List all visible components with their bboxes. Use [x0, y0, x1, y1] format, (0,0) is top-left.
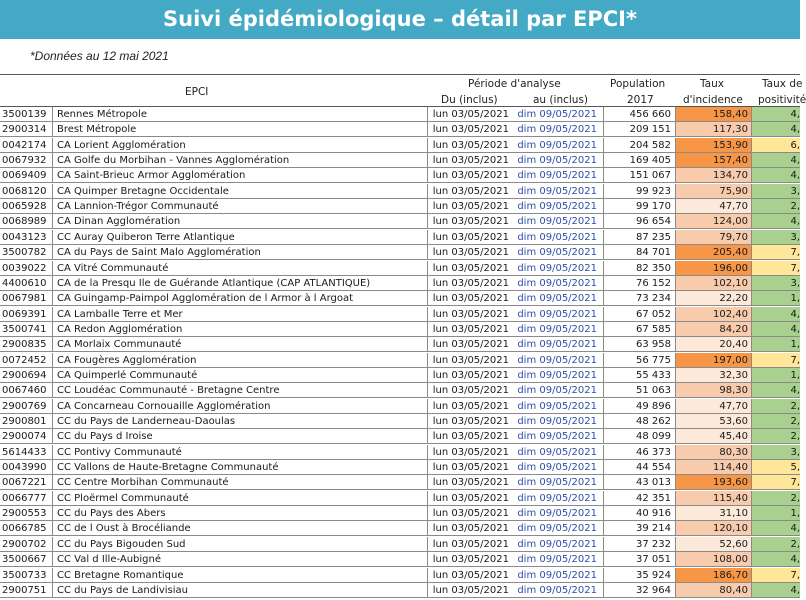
population-value: 151 067 — [604, 168, 676, 183]
population-value: 44 554 — [604, 460, 676, 475]
population-value: 96 654 — [604, 214, 676, 229]
incidence-rate: 115,40 — [676, 491, 752, 506]
period-start: lun 03/05/2021 — [427, 230, 515, 245]
incidence-rate: 22,20 — [676, 291, 752, 306]
period-start: lun 03/05/2021 — [427, 107, 515, 122]
epci-name: CC Vallons de Haute-Bretagne Communauté — [53, 460, 427, 475]
table-row — [0, 107, 800, 122]
epci-name: CA Redon Agglomération — [53, 322, 427, 337]
period-start: lun 03/05/2021 — [427, 168, 515, 183]
epci-code: 2900835 — [0, 337, 53, 352]
period-end: dim 09/05/2021 — [515, 399, 604, 414]
epci-name: CA Lamballe Terre et Mer — [53, 307, 427, 322]
epci-name: CA Morlaix Communauté — [53, 337, 427, 352]
positivity-rate: 4, — [752, 583, 800, 598]
epci-code: 2900694 — [0, 368, 53, 383]
incidence-rate: 45,40 — [676, 429, 752, 444]
incidence-rate: 158,40 — [676, 107, 752, 122]
epci-name: CC du Pays Bigouden Sud — [53, 537, 427, 552]
epci-code: 3500733 — [0, 568, 53, 583]
period-start: lun 03/05/2021 — [427, 537, 515, 552]
period-end: dim 09/05/2021 — [515, 138, 604, 153]
incidence-rate: 32,30 — [676, 368, 752, 383]
epci-code: 0043990 — [0, 460, 53, 475]
epci-code: 3500667 — [0, 552, 53, 567]
population-value: 209 151 — [604, 122, 676, 137]
period-start: lun 03/05/2021 — [427, 184, 515, 199]
period-end: dim 09/05/2021 — [515, 322, 604, 337]
positivity-rate: 4, — [752, 214, 800, 229]
table-row — [0, 537, 800, 552]
incidence-rate: 124,00 — [676, 214, 752, 229]
header-au: au (inclus) — [533, 94, 589, 106]
positivity-rate: 1, — [752, 337, 800, 352]
incidence-rate: 53,60 — [676, 414, 752, 429]
positivity-rate: 6, — [752, 138, 800, 153]
period-end: dim 09/05/2021 — [515, 383, 604, 398]
period-end: dim 09/05/2021 — [515, 568, 604, 583]
period-end: dim 09/05/2021 — [515, 307, 604, 322]
positivity-rate: 3, — [752, 184, 800, 199]
period-end: dim 09/05/2021 — [515, 199, 604, 214]
epci-code: 5614433 — [0, 445, 53, 460]
period-start: lun 03/05/2021 — [427, 383, 515, 398]
table-row — [0, 414, 800, 429]
header-incidence: d'incidence — [683, 94, 743, 106]
population-value: 87 235 — [604, 230, 676, 245]
epci-code: 0066785 — [0, 521, 53, 536]
population-value: 37 232 — [604, 537, 676, 552]
period-end: dim 09/05/2021 — [515, 261, 604, 276]
positivity-rate: 4, — [752, 552, 800, 567]
table-row — [0, 230, 800, 245]
table-row — [0, 491, 800, 506]
epci-name: CC du Pays de Landivisiau — [53, 583, 427, 598]
period-end: dim 09/05/2021 — [515, 214, 604, 229]
population-value: 40 916 — [604, 506, 676, 521]
period-start: lun 03/05/2021 — [427, 245, 515, 260]
incidence-rate: 102,40 — [676, 307, 752, 322]
epci-name: CC Loudéac Communauté - Bretagne Centre — [53, 383, 427, 398]
epci-code: 0069391 — [0, 307, 53, 322]
epci-code: 0042174 — [0, 138, 53, 153]
data-date-note: *Données au 12 mai 2021 — [30, 49, 169, 63]
epci-code: 3500139 — [0, 107, 53, 122]
epci-name: CA Golfe du Morbihan - Vannes Agglomération — [53, 153, 427, 168]
table-row — [0, 429, 800, 444]
period-start: lun 03/05/2021 — [427, 445, 515, 460]
incidence-rate: 31,10 — [676, 506, 752, 521]
header-epci: EPCI — [185, 86, 209, 98]
positivity-rate: 2, — [752, 399, 800, 414]
positivity-rate: 3, — [752, 276, 800, 291]
population-value: 49 896 — [604, 399, 676, 414]
incidence-rate: 197,00 — [676, 353, 752, 368]
incidence-rate: 120,10 — [676, 521, 752, 536]
population-value: 76 152 — [604, 276, 676, 291]
table-row — [0, 261, 800, 276]
epci-code: 2900769 — [0, 399, 53, 414]
table-row — [0, 153, 800, 168]
positivity-rate: 4, — [752, 521, 800, 536]
period-start: lun 03/05/2021 — [427, 307, 515, 322]
positivity-rate: 4, — [752, 307, 800, 322]
epci-code: 0039022 — [0, 261, 53, 276]
epci-code: 0067932 — [0, 153, 53, 168]
epci-name: CA de la Presqu Ile de Guérande Atlantique (CAP ATLANTIQUE) — [53, 276, 427, 291]
population-value: 99 923 — [604, 184, 676, 199]
period-start: lun 03/05/2021 — [427, 399, 515, 414]
table-row — [0, 322, 800, 337]
incidence-rate: 157,40 — [676, 153, 752, 168]
incidence-rate: 186,70 — [676, 568, 752, 583]
period-end: dim 09/05/2021 — [515, 276, 604, 291]
epci-name: CA Dinan Agglomération — [53, 214, 427, 229]
positivity-rate: 4, — [752, 168, 800, 183]
population-value: 99 170 — [604, 199, 676, 214]
table-row — [0, 307, 800, 322]
header-population: Population — [610, 78, 666, 90]
table-row — [0, 184, 800, 199]
period-start: lun 03/05/2021 — [427, 429, 515, 444]
positivity-rate: 5, — [752, 460, 800, 475]
incidence-rate: 114,40 — [676, 460, 752, 475]
population-value: 67 052 — [604, 307, 676, 322]
page-title: Suivi épidémiologique – détail par EPCI* — [163, 7, 637, 31]
incidence-rate: 196,00 — [676, 261, 752, 276]
incidence-rate: 108,00 — [676, 552, 752, 567]
population-value: 55 433 — [604, 368, 676, 383]
period-start: lun 03/05/2021 — [427, 138, 515, 153]
incidence-rate: 134,70 — [676, 168, 752, 183]
population-value: 37 051 — [604, 552, 676, 567]
table-row — [0, 552, 800, 567]
epci-name: CA Concarneau Cornouaille Agglomération — [53, 399, 427, 414]
period-start: lun 03/05/2021 — [427, 491, 515, 506]
period-end: dim 09/05/2021 — [515, 368, 604, 383]
positivity-rate: 2, — [752, 199, 800, 214]
period-start: lun 03/05/2021 — [427, 261, 515, 276]
incidence-rate: 80,40 — [676, 583, 752, 598]
population-value: 51 063 — [604, 383, 676, 398]
header-positivite: positivité — [758, 94, 806, 106]
incidence-rate: 75,90 — [676, 184, 752, 199]
epci-name: CA Fougères Agglomération — [53, 353, 427, 368]
period-start: lun 03/05/2021 — [427, 276, 515, 291]
period-end: dim 09/05/2021 — [515, 414, 604, 429]
period-end: dim 09/05/2021 — [515, 460, 604, 475]
epci-code: 0066777 — [0, 491, 53, 506]
epci-name: CC Centre Morbihan Communauté — [53, 475, 427, 490]
period-start: lun 03/05/2021 — [427, 460, 515, 475]
epci-name: CA Saint-Brieuc Armor Agglomération — [53, 168, 427, 183]
period-start: lun 03/05/2021 — [427, 368, 515, 383]
period-start: lun 03/05/2021 — [427, 552, 515, 567]
epci-name: CA Lannion-Trégor Communauté — [53, 199, 427, 214]
epci-code: 2900801 — [0, 414, 53, 429]
table-row — [0, 583, 800, 598]
incidence-rate: 52,60 — [676, 537, 752, 552]
table-row — [0, 337, 800, 352]
table-row — [0, 383, 800, 398]
table-row — [0, 506, 800, 521]
positivity-rate: 7, — [752, 261, 800, 276]
table-row — [0, 445, 800, 460]
table-row — [0, 291, 800, 306]
period-end: dim 09/05/2021 — [515, 153, 604, 168]
epci-code: 3500782 — [0, 245, 53, 260]
period-end: dim 09/05/2021 — [515, 245, 604, 260]
positivity-rate: 1, — [752, 291, 800, 306]
population-value: 63 958 — [604, 337, 676, 352]
period-end: dim 09/05/2021 — [515, 337, 604, 352]
epci-code: 0072452 — [0, 353, 53, 368]
epci-name: CA Lorient Agglomération — [53, 138, 427, 153]
table-row — [0, 368, 800, 383]
epci-name: CA Vitré Communauté — [53, 261, 427, 276]
title-banner — [0, 0, 800, 39]
incidence-rate: 79,70 — [676, 230, 752, 245]
table-row — [0, 214, 800, 229]
epci-code: 0067221 — [0, 475, 53, 490]
epci-code: 2900553 — [0, 506, 53, 521]
epci-code: 0065928 — [0, 199, 53, 214]
table-row — [0, 122, 800, 137]
table-row — [0, 521, 800, 536]
incidence-rate: 153,90 — [676, 138, 752, 153]
incidence-rate: 47,70 — [676, 199, 752, 214]
epci-code: 2900074 — [0, 429, 53, 444]
table-row — [0, 353, 800, 368]
table-row — [0, 199, 800, 214]
population-value: 169 405 — [604, 153, 676, 168]
period-end: dim 09/05/2021 — [515, 107, 604, 122]
header-periode: Période d'analyse — [468, 78, 561, 90]
table-row — [0, 138, 800, 153]
period-start: lun 03/05/2021 — [427, 583, 515, 598]
header-taux: Taux — [700, 78, 724, 90]
epci-name: CC Bretagne Romantique — [53, 568, 427, 583]
epci-code: 0068989 — [0, 214, 53, 229]
period-start: lun 03/05/2021 — [427, 568, 515, 583]
epci-name: CC Auray Quiberon Terre Atlantique — [53, 230, 427, 245]
positivity-rate: 2, — [752, 429, 800, 444]
period-start: lun 03/05/2021 — [427, 337, 515, 352]
header-du: Du (inclus) — [441, 94, 498, 106]
positivity-rate: 4, — [752, 153, 800, 168]
epci-code: 2900751 — [0, 583, 53, 598]
table-row — [0, 460, 800, 475]
table-row — [0, 475, 800, 490]
period-end: dim 09/05/2021 — [515, 184, 604, 199]
positivity-rate: 2, — [752, 414, 800, 429]
period-end: dim 09/05/2021 — [515, 537, 604, 552]
table-row — [0, 399, 800, 414]
epci-code: 3500741 — [0, 322, 53, 337]
period-end: dim 09/05/2021 — [515, 475, 604, 490]
epci-name: CA Guingamp-Paimpol Agglomération de l Armor à l Argoat — [53, 291, 427, 306]
positivity-rate: 4, — [752, 383, 800, 398]
population-value: 204 582 — [604, 138, 676, 153]
population-value: 35 924 — [604, 568, 676, 583]
epci-name: CA Quimper Bretagne Occidentale — [53, 184, 427, 199]
epci-name: CC du Pays d Iroise — [53, 429, 427, 444]
epci-code: 4400610 — [0, 276, 53, 291]
population-value: 43 013 — [604, 475, 676, 490]
epci-code: 2900702 — [0, 537, 53, 552]
epci-name: Brest Métropole — [53, 122, 427, 137]
population-value: 84 701 — [604, 245, 676, 260]
positivity-rate: 1, — [752, 368, 800, 383]
period-end: dim 09/05/2021 — [515, 521, 604, 536]
period-start: lun 03/05/2021 — [427, 199, 515, 214]
positivity-rate: 7, — [752, 475, 800, 490]
period-start: lun 03/05/2021 — [427, 506, 515, 521]
population-value: 48 099 — [604, 429, 676, 444]
population-value: 32 964 — [604, 583, 676, 598]
incidence-rate: 47,70 — [676, 399, 752, 414]
period-start: lun 03/05/2021 — [427, 322, 515, 337]
epci-code: 0068120 — [0, 184, 53, 199]
header-taux-de: Taux de — [762, 78, 803, 90]
period-end: dim 09/05/2021 — [515, 429, 604, 444]
period-start: lun 03/05/2021 — [427, 475, 515, 490]
period-start: lun 03/05/2021 — [427, 414, 515, 429]
header-population-year: 2017 — [627, 94, 654, 106]
period-end: dim 09/05/2021 — [515, 353, 604, 368]
epci-name: CA Quimperlé Communauté — [53, 368, 427, 383]
period-start: lun 03/05/2021 — [427, 153, 515, 168]
epci-code: 0069409 — [0, 168, 53, 183]
period-end: dim 09/05/2021 — [515, 445, 604, 460]
positivity-rate: 3, — [752, 230, 800, 245]
population-value: 39 214 — [604, 521, 676, 536]
incidence-rate: 84,20 — [676, 322, 752, 337]
epci-code: 2900314 — [0, 122, 53, 137]
positivity-rate: 7, — [752, 245, 800, 260]
population-value: 48 262 — [604, 414, 676, 429]
population-value: 73 234 — [604, 291, 676, 306]
positivity-rate: 7, — [752, 353, 800, 368]
population-value: 82 350 — [604, 261, 676, 276]
period-end: dim 09/05/2021 — [515, 168, 604, 183]
period-start: lun 03/05/2021 — [427, 214, 515, 229]
epci-name: CA du Pays de Saint Malo Agglomération — [53, 245, 427, 260]
positivity-rate: 4, — [752, 107, 800, 122]
period-end: dim 09/05/2021 — [515, 230, 604, 245]
population-value: 67 585 — [604, 322, 676, 337]
positivity-rate: 1, — [752, 506, 800, 521]
period-start: lun 03/05/2021 — [427, 291, 515, 306]
population-value: 56 775 — [604, 353, 676, 368]
period-end: dim 09/05/2021 — [515, 552, 604, 567]
epci-code: 0043123 — [0, 230, 53, 245]
epci-name: CC de l Oust à Brocéliande — [53, 521, 427, 536]
epci-name: CC Val d Ille-Aubigné — [53, 552, 427, 567]
positivity-rate: 4, — [752, 122, 800, 137]
epci-name: CC du Pays des Abers — [53, 506, 427, 521]
table-row — [0, 245, 800, 260]
table-row — [0, 276, 800, 291]
population-value: 42 351 — [604, 491, 676, 506]
incidence-rate: 20,40 — [676, 337, 752, 352]
period-end: dim 09/05/2021 — [515, 506, 604, 521]
epci-name: CC Pontivy Communauté — [53, 445, 427, 460]
positivity-rate: 2, — [752, 491, 800, 506]
period-end: dim 09/05/2021 — [515, 122, 604, 137]
population-value: 46 373 — [604, 445, 676, 460]
table-row — [0, 168, 800, 183]
incidence-rate: 117,30 — [676, 122, 752, 137]
positivity-rate: 2, — [752, 537, 800, 552]
incidence-rate: 98,30 — [676, 383, 752, 398]
incidence-rate: 193,60 — [676, 475, 752, 490]
period-end: dim 09/05/2021 — [515, 491, 604, 506]
incidence-rate: 205,40 — [676, 245, 752, 260]
positivity-rate: 7, — [752, 568, 800, 583]
epci-name: Rennes Métropole — [53, 107, 427, 122]
incidence-rate: 80,30 — [676, 445, 752, 460]
epci-name: CC Ploërmel Communauté — [53, 491, 427, 506]
incidence-rate: 102,10 — [676, 276, 752, 291]
period-end: dim 09/05/2021 — [515, 583, 604, 598]
epci-name: CC du Pays de Landerneau-Daoulas — [53, 414, 427, 429]
header-top-rule — [0, 74, 800, 75]
epci-code: 0067981 — [0, 291, 53, 306]
period-start: lun 03/05/2021 — [427, 521, 515, 536]
positivity-rate: 3, — [752, 445, 800, 460]
population-value: 456 660 — [604, 107, 676, 122]
period-start: lun 03/05/2021 — [427, 122, 515, 137]
table-row — [0, 568, 800, 583]
period-end: dim 09/05/2021 — [515, 291, 604, 306]
positivity-rate: 4, — [752, 322, 800, 337]
period-start: lun 03/05/2021 — [427, 353, 515, 368]
epci-code: 0067460 — [0, 383, 53, 398]
